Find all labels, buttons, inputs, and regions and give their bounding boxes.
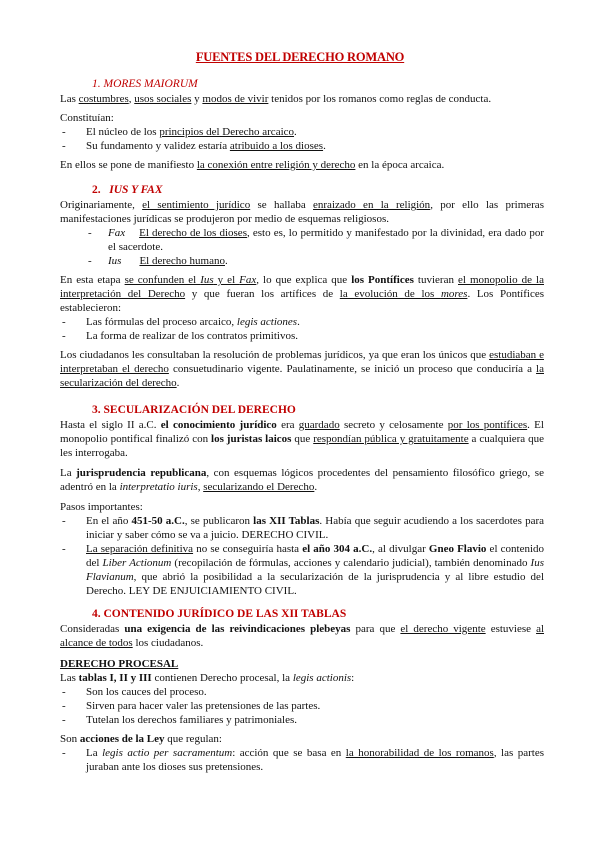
- s4-paragraph-2: Las tablas I, II y III contienen Derecho procesal, la legis actionis:: [60, 672, 355, 684]
- s2-paragraph-3: Los ciudadanos les consultaban la resolución de problemas jurídicos, ya que eran los únicos que estudiaban e interpretaban el derecho consuetudinario vigente. Paulatinamente, se inició un proceso que conduciría a la secularización del derecho.: [60, 349, 544, 389]
- s4-paragraph-3: Son acciones de la Ley que regulan:: [60, 733, 222, 745]
- section-4-heading: 4. CONTENIDO JURÍDICO DE LAS XII TABLAS: [92, 608, 347, 620]
- s3-paragraph-1: Hasta el siglo II a.C. el conocimiento jurídico era guardado secreto y celosamente por los pontífices. El monopolio pontifical finalizó con los juristas laicos que respondían pública y gratuitamente a cualquiera que les interrogaba.: [60, 419, 544, 459]
- section-1-heading: 1. MORES MAIORUM: [92, 78, 198, 90]
- s3-pasos: Pasos importantes:: [60, 501, 143, 513]
- s2-paragraph-2: En esta etapa se confunden el Ius y el Fax, lo que explica que los Pontífices tuvieran el monopolio de la interpretación del Derecho y que fueran los artífices de la evolución de los mores. Los Pontífices establecieron:: [60, 274, 544, 314]
- document-title: FUENTES DEL DERECHO ROMANO: [195, 50, 405, 64]
- s3-paragraph-2: La jurisprudencia republicana, con esquemas lógicos procedentes del pensamiento filosófico griego, se adentró en la interpretatio iuris, secularizando el Derecho.: [60, 467, 544, 493]
- s1-intro: Las costumbres, usos sociales y modos de vivir tenidos por los romanos como reglas de conducta.: [60, 93, 492, 105]
- s1-constituian: Constituían:: [60, 112, 114, 124]
- section-3-heading: 3. SECULARIZACIÓN DEL DERECHO: [92, 404, 296, 416]
- document-page: FUENTES DEL DERECHO ROMANO 1. MORES MAIORUM Las costumbres, usos sociales y modos de vivir tenidos por los romanos como reglas de conducta. Constituían: - El núcleo de los principios del Derecho arcaico. - Su fundamento y validez estaría atribuido a los dioses. En ellos se pone de manifiesto la conexión entre religión y derecho en la época arcaica. 2. IUS Y FAX Originariamente, el sentimiento jurídico se hallaba enraizado en la religión, por ello las primeras manifestaciones jurídicas se produjeron por medio de esquemas religiosos. - Fax El derecho de los dioses, esto es, lo permitido y manifestado por la divinidad, era dado por el sacerdote. - Ius El derecho humano. En esta etapa se confunden el Ius y el Fax, lo que explica que los Pontífices tuvieran el monopolio de la interpretación del Derecho y que fueran los artífices de la evolución de los mores. Los Pontífices establecieron: - Las fórmulas del proceso arcaico, legis actiones. - La forma de realizar de los contratos primitivos. Los ciudadanos les consultaban la resolución de problemas jurídicos, ya que eran los únicos que estudiaban e interpretaban el derecho consuetudinario vigente. Paulatinamente, se inició un proceso que conduciría a la secularización del derecho. 3. SECULARIZACIÓN DEL DERECHO Hasta el siglo II a.C. el conocimiento jurídico era guardado secreto y celosamente por los pontífices. El monopolio pontifical finalizó con los juristas laicos que respondían pública y gratuitamente a cualquiera que les interrogaba. La jurisprudencia republicana, con esquemas lógicos procedentes del pensamiento filosófico griego, se adentró en la interpretatio iuris, secularizando el Derecho. Pasos importantes: - En el año 451-50 a.C., se publicaron las XII Tablas. Había que seguir acudiendo a los sacerdotes para iniciar y saber cómo se va a juicio. DERECHO CIVIL. - La separación definitiva no se conseguiría hasta el año 304 a.C., al divulgar Gneo Flavio el contenido del Liber Actionum (recopilación de fórmulas, acciones y calendario judicial), también denominado Ius Flavianum, que abrió la posibilidad a la secularización de la jurisprudencia y al libre estudio del Derecho. LEY DE ENJUICIAMIENTO CIVIL. 4. CONTENIDO JURÍDICO DE LAS XII TABLAS Consideradas una exigencia de las reivindicaciones plebeyas para que el derecho vigente estuviese al alcance de todos los ciudadanos. DERECHO PROCESAL Las tablas I, II y III contienen Derecho procesal, la legis actionis: - Son los cauces del proceso. - Sirven para hacer valer las pretensiones de las partes. - Tutelan los derechos familiares y patrimoniales. Son acciones de la Ley que regulan: - La legis actio per sacramentum: acción que se basa en la honorabilidad de los romanos, las partes juraban ante los dioses sus pretensiones.: [0, 0, 600, 848]
- subheading-derecho-procesal: DERECHO PROCESAL: [60, 658, 179, 670]
- s4-paragraph-1: Consideradas una exigencia de las reivindicaciones plebeyas para que el derecho vigente estuviese al alcance de todos los ciudadanos.: [60, 623, 545, 649]
- s2-intro: Originariamente, el sentimiento jurídico se hallaba enraizado en la religión, por ello las primeras manifestaciones jurídicas se produjeron por medio de esquemas religiosos.: [60, 199, 544, 225]
- section-2-heading: 2. IUS Y FAX: [92, 184, 163, 196]
- s1-closing: En ellos se pone de manifiesto la conexión entre religión y derecho en la época arcaica.: [60, 159, 445, 171]
